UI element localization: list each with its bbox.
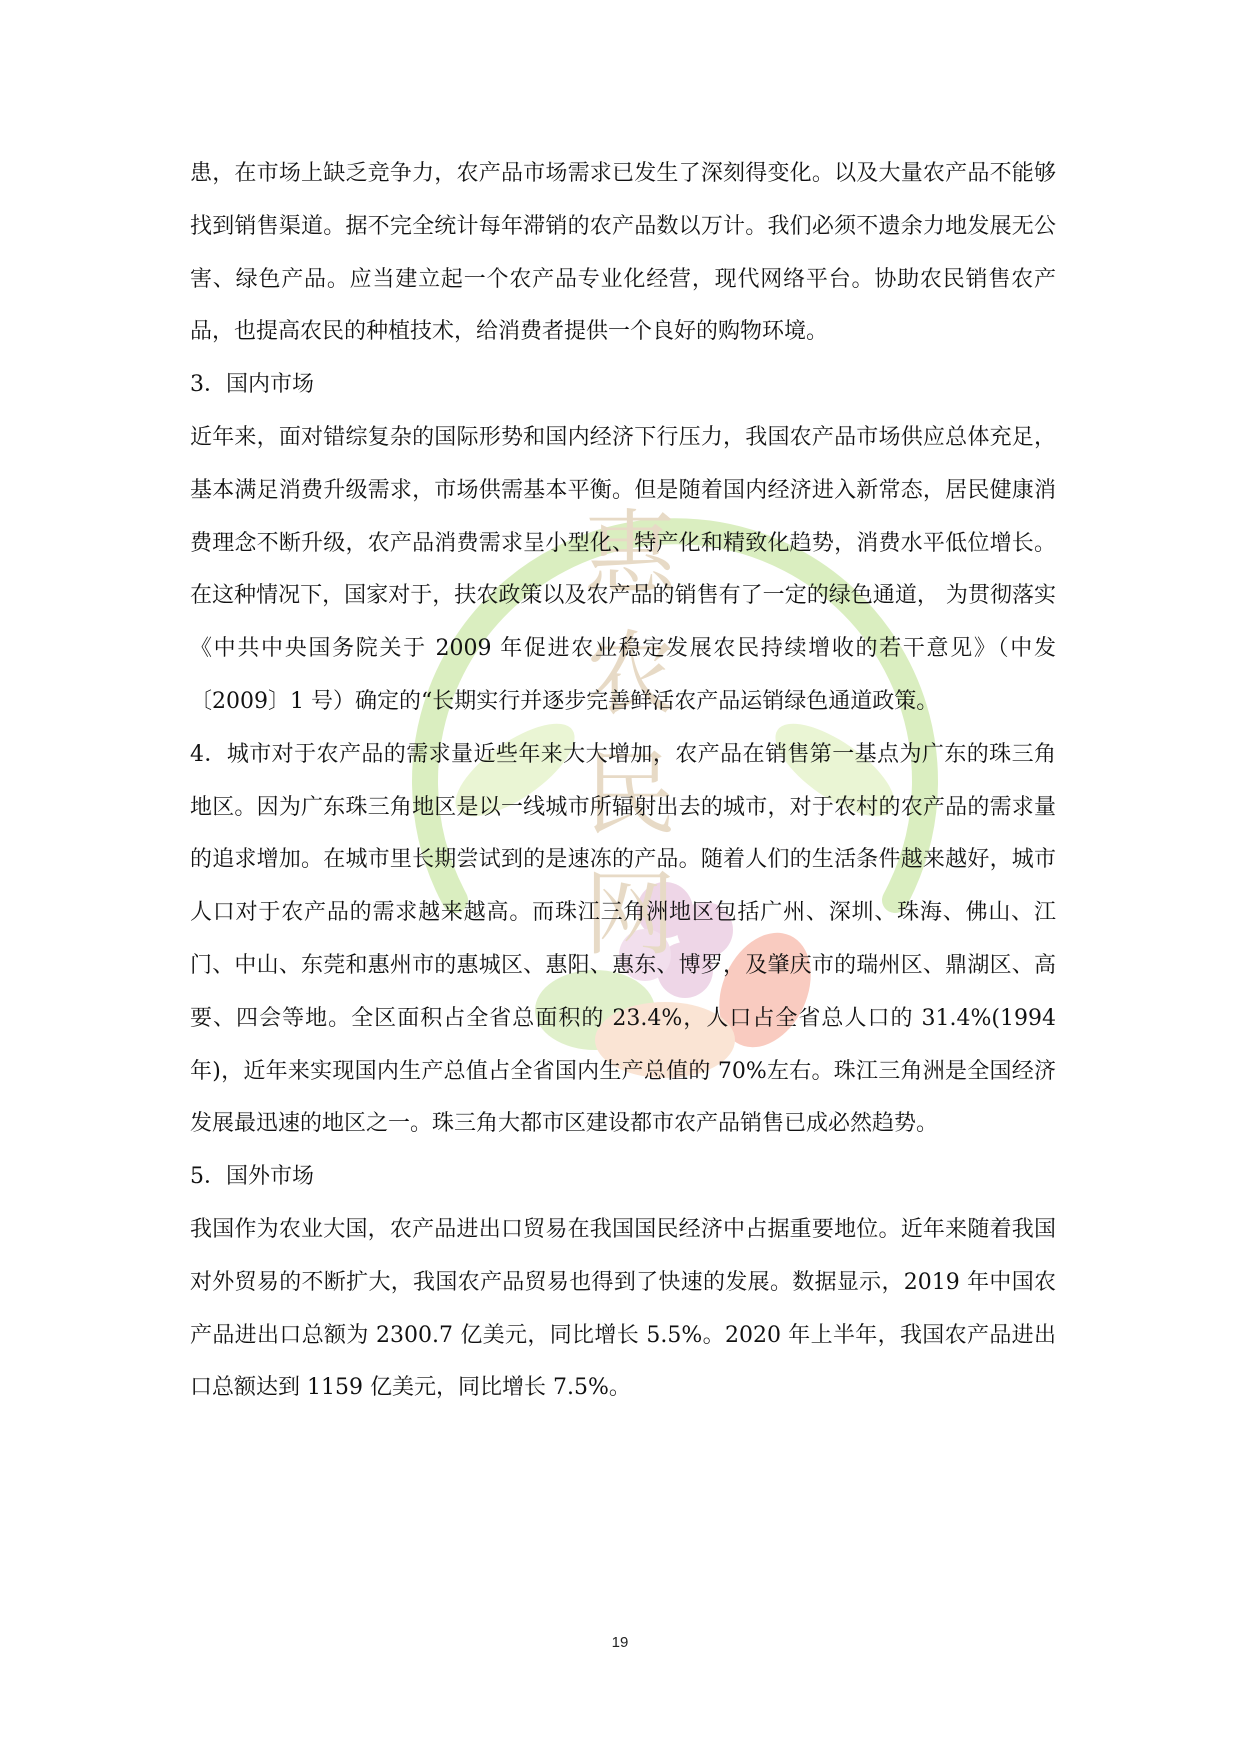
paragraph-city-demand: 4．城市对于农产品的需求量近些年来大大增加，农产品在销售第一基点为广东的珠三角地区。因为广东珠三角地区是以一线城市所辐射出去的城市，对于农村的农产品的需求量的追求增加。在城市里长期尝试到的是速冻的产品。随着人们的生活条件越来越好，城市人口对于农产品的需求越来越高。而珠江三角洲地区包括广州、深圳、珠海、佛山、江门、中山、东莞和惠州市的惠城区、惠阳、惠东、博罗，及肇庆市的瑞州区、鼎湖区、高要、四会等地。全区面积占全省总面积的 23.4%，人口占全省总人口的 31.4%(1994 年)，近年来实现国内生产总值占全省国内生产总值的 70%左右。珠江三角洲是全国经济发展最迅速的地区之一。珠三角大都市区建设都市农产品销售已成必然趋势。 [190,741,1056,1137]
page-number: 19 [611,1634,629,1651]
document-body [190,148,1056,1415]
watermark-glyph-4: 网 [583,861,676,968]
heading-foreign-market: 5．国外市场 [190,1164,314,1190]
heading-domestic-market: 3．国内市场 [190,372,314,398]
watermark-glyph-3: 民 [583,741,676,848]
watermark-glyph-1: 惠 [583,501,676,608]
paragraph-foreign-market: 我国作为农业大国，农产品进出口贸易在我国国民经济中占据重要地位。近年来随着我国对外贸易的不断扩大，我国农产品贸易也得到了快速的发展。数据显示，2019 年中国农产品进出口总额为 2300.7 亿美元，同比增长 5.5%。2020 年上半年，我国农产品进出口总额达到 1159 亿美元，同比增长 7.5%。 [190,1216,1056,1401]
watermark-glyph-2: 农 [583,621,676,728]
paragraph-intro: 患，在市场上缺乏竞争力，农产品市场需求已发生了深刻得变化。以及大量农产品不能够找到销售渠道。据不完全统计每年滞销的农产品数以万计。我们必须不遗余力地发展无公害、绿色产品。应当建立起一个农产品专业化经营，现代网络平台。协助农民销售农产品，也提高农民的种植技术，给消费者提供一个良好的购物环境。 [190,161,1056,345]
paragraph-domestic-market: 近年来，面对错综复杂的国际形势和国内经济下行压力，我国农产品市场供应总体充足，基本满足消费升级需求，市场供需基本平衡。但是随着国内经济进入新常态，居民健康消费理念不断升级，农产品消费需求呈小型化、特产化和精致化趋势，消费水平低位增长。在这种情况下，国家对于，扶农政策以及农产品的销售有了一定的绿色通道， 为贯彻落实《中共中央国务院关于 2009 年促进农业稳定发展农民持续增收的若干意见》（中发〔2009〕1 号）确定的“长期实行并逐步完善鲜活农产品运销绿色通道政策。 [190,424,1056,714]
